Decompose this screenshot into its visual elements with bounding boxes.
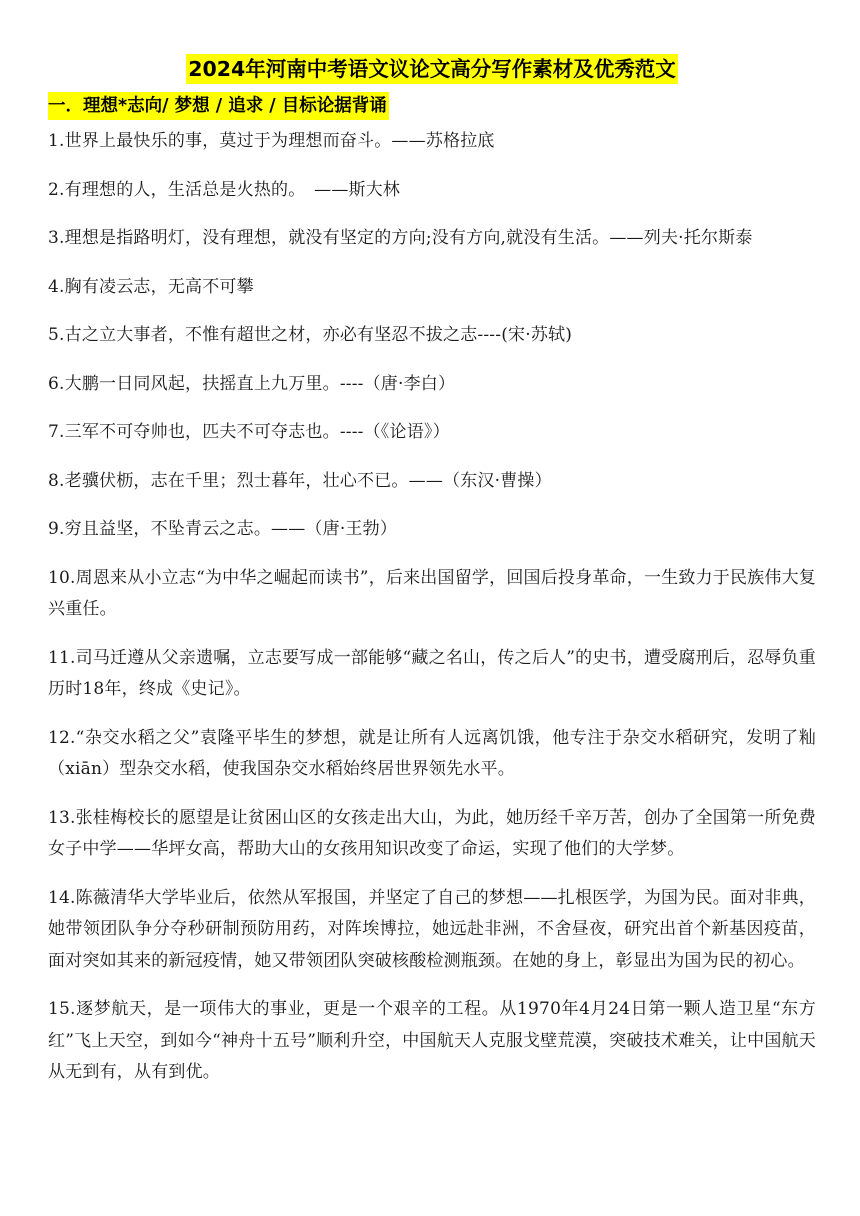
- list-item: 9.穷且益坚，不坠青云之志。——（唐·王勃）: [48, 519, 398, 539]
- list-item: 11.司马迁遵从父亲遗嘱，立志要写成一部能够“藏之名山，传之后人”的史书，遭受腐刑后，忍辱负重历时18年，终成《史记》。: [48, 647, 816, 699]
- list-item: 8.老骥伏枥，志在千里；烈士暮年，壮心不已。——（东汉·曹操）: [48, 470, 552, 491]
- list-item: 4.胸有凌云志，无高不可攀: [48, 276, 254, 297]
- list-item: 5.古之立大事者，不惟有超世之材，亦必有坚忍不拔之志----(宋·苏轼): [48, 325, 573, 345]
- list-item: 3.理想是指路明灯，没有理想，就没有坚定的方向;没有方向,就没有生活。——列夫·托尔斯泰: [48, 228, 753, 248]
- list-item: 1.世界上最快乐的事，莫过于为理想而奋斗。——苏格拉底: [48, 131, 495, 151]
- section-heading: 一．理想*志向/ 梦想 / 追求 / 目标论据背诵: [48, 92, 389, 120]
- list-item: 6.大鹏一日同风起，扶摇直上九万里。----（唐·李白）: [48, 373, 456, 394]
- list-item: 10.周恩来从小立志“为中华之崛起而读书”，后来出国留学，回国后投身革命，一生致力于民族伟大复兴重任。: [48, 567, 816, 619]
- quote-list: [48, 126, 816, 1089]
- list-item: 15.逐梦航天，是一项伟大的事业，更是一个艰辛的工程。从1970年4月24日第一颗人造卫星“东方红”飞上天空，到如今“神舟十五号”顺利升空，中国航天人克服戈壁荒漠，突破技术难关，让中国航天从无到有，从有到优。: [48, 999, 816, 1082]
- list-item: 7.三军不可夺帅也，匹夫不可夺志也。----（《论语》）: [48, 422, 450, 442]
- list-item: 12.“杂交水稻之父”袁隆平毕生的梦想，就是让所有人远离饥饿，他专注于杂交水稻研究，发明了籼（xiān）型杂交水稻，使我国杂交水稻始终居世界领先水平。: [48, 727, 816, 779]
- list-item: 14.陈薇清华大学毕业后，依然从军报国，并坚定了自己的梦想——扎根医学，为国为民。面对非典，她带领团队争分夺秒研制预防用药，对阵埃博拉，她远赴非洲，不舍昼夜，研究出首个新基因疫苗，面对突如其来的新冠疫情，她又带领团队突破核酸检测瓶颈。在她的身上，彰显出为国为民的初心。: [48, 887, 816, 971]
- document-title: 2024年河南中考语文议论文高分写作素材及优秀范文: [186, 54, 678, 84]
- list-item: 2.有理想的人，生活总是火热的。 ——斯大林: [48, 179, 401, 200]
- title-wrap: [48, 54, 816, 84]
- list-item: 13.张桂梅校长的愿望是让贫困山区的女孩走出大山，为此，她历经千辛万苦，创办了全国第一所免费女子中学——华坪女高，帮助大山的女孩用知识改变了命运，实现了他们的大学梦。: [48, 807, 816, 859]
- section-heading-wrap: [48, 92, 816, 126]
